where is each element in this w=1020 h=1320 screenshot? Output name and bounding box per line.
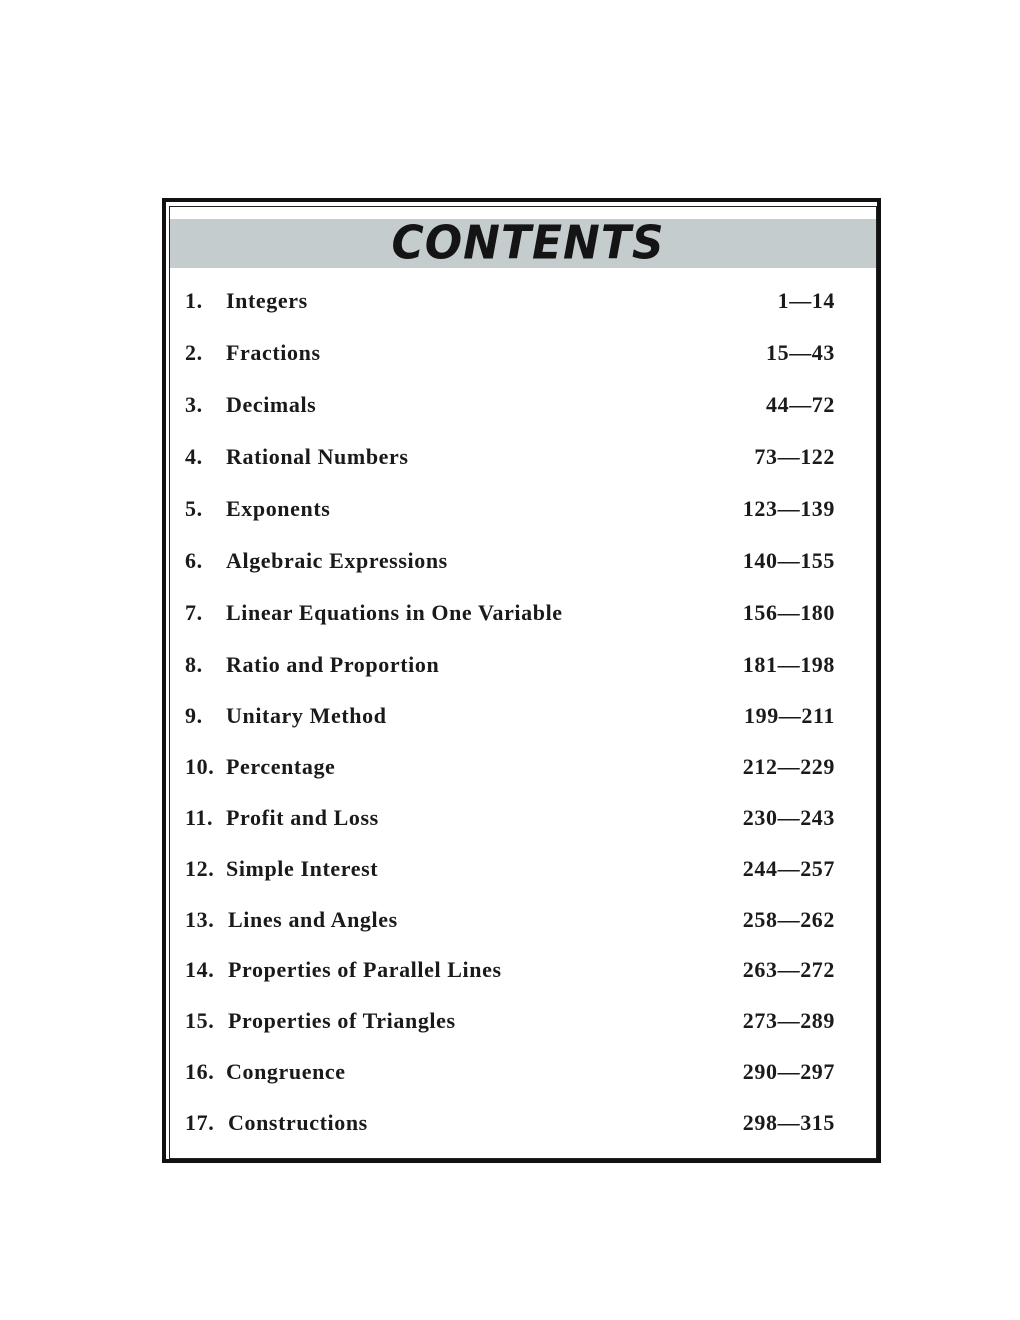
chapter-title: Simple Interest: [226, 856, 379, 881]
chapter-number: 7.: [185, 600, 203, 625]
contents-entry: [185, 288, 835, 318]
page-range: 298—315: [742, 1110, 835, 1135]
contents-entry: [185, 1059, 835, 1089]
chapter-title: Algebraic Expressions: [226, 548, 448, 573]
page-range: 156—180: [742, 600, 835, 625]
chapter-number: 13.: [185, 907, 215, 932]
chapter-title: Exponents: [226, 496, 331, 521]
chapter-number: 17.: [185, 1110, 215, 1135]
chapter-number: 1.: [185, 288, 203, 313]
page-range: 263—272: [742, 957, 835, 982]
page-range: 212—229: [742, 754, 835, 779]
chapter-number: 5.: [185, 496, 203, 521]
page-range: 230—243: [742, 805, 835, 830]
contents-entry: [185, 444, 835, 474]
page-range: 290—297: [742, 1059, 835, 1084]
chapter-number: 2.: [185, 340, 203, 365]
contents-entry: [185, 1110, 835, 1140]
page-range: 1—14: [777, 288, 835, 313]
chapter-title: Linear Equations in One Variable: [226, 600, 563, 625]
page-range: 15—43: [766, 340, 835, 365]
inner-border: [169, 206, 877, 1159]
chapter-number: 4.: [185, 444, 203, 469]
chapter-number: 3.: [185, 392, 203, 417]
chapter-title: Profit and Loss: [226, 805, 379, 830]
contents-frame: [162, 198, 881, 1163]
chapter-title: Properties of Parallel Lines: [228, 957, 502, 982]
contents-entry: [185, 957, 835, 987]
chapter-title: Integers: [226, 288, 308, 313]
page-range: 44—72: [766, 392, 835, 417]
chapter-number: 16.: [185, 1059, 215, 1084]
contents-entry: [185, 600, 835, 630]
chapter-number: 9.: [185, 703, 203, 728]
chapter-number: 10.: [185, 754, 215, 779]
chapter-number: 11.: [185, 805, 214, 830]
contents-entry: [185, 805, 835, 835]
contents-entry: [185, 392, 835, 422]
chapter-number: 8.: [185, 652, 203, 677]
page-range: 123—139: [742, 496, 835, 521]
page-range: 273—289: [742, 1008, 835, 1033]
title-band: [170, 216, 876, 271]
page-title: CONTENTS: [391, 216, 665, 271]
chapter-title: Properties of Triangles: [228, 1008, 456, 1033]
chapter-title: Percentage: [226, 754, 336, 779]
contents-entry: [185, 907, 835, 937]
chapter-number: 12.: [185, 856, 215, 881]
chapter-number: 14.: [185, 957, 215, 982]
chapter-title: Ratio and Proportion: [226, 652, 440, 677]
contents-entry: [185, 496, 835, 526]
chapter-title: Fractions: [226, 340, 321, 365]
page-range: 73—122: [754, 444, 835, 469]
contents-entry: [185, 856, 835, 886]
chapter-title: Unitary Method: [226, 703, 387, 728]
page-range: 181—198: [742, 652, 835, 677]
contents-entry: [185, 1008, 835, 1038]
contents-entry: [185, 340, 835, 370]
page-range: 199—211: [744, 703, 835, 728]
chapter-title: Congruence: [226, 1059, 346, 1084]
page-range: 244—257: [742, 856, 835, 881]
contents-entry: [185, 652, 835, 682]
chapter-title: Decimals: [226, 392, 317, 417]
chapter-number: 6.: [185, 548, 203, 573]
contents-entry: [185, 548, 835, 578]
chapter-number: 15.: [185, 1008, 215, 1033]
contents-entry: [185, 703, 835, 733]
chapter-title: Constructions: [228, 1110, 368, 1135]
page-range: 140—155: [742, 548, 835, 573]
page-range: 258—262: [742, 907, 835, 932]
chapter-title: Lines and Angles: [228, 907, 398, 932]
contents-entry: [185, 754, 835, 784]
chapter-title: Rational Numbers: [226, 444, 409, 469]
